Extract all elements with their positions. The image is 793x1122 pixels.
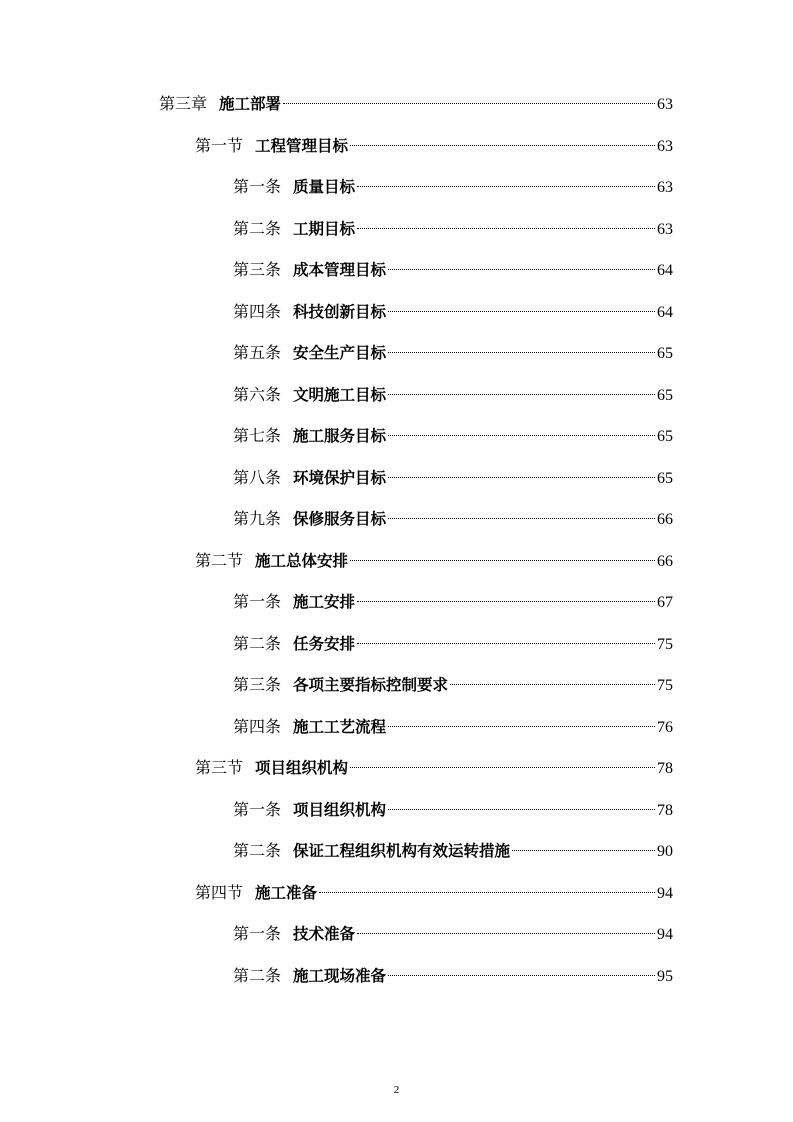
toc-entry-number: 第四条 <box>233 717 282 736</box>
toc-entry-title: 质量目标 <box>293 178 356 196</box>
toc-entry[interactable] <box>195 546 673 576</box>
toc-entry[interactable] <box>233 214 673 244</box>
toc-entry-number: 第九条 <box>233 509 282 528</box>
toc-entry-title: 技术准备 <box>293 925 356 943</box>
dot-leader <box>450 684 655 685</box>
toc-entry-title: 文明施工目标 <box>293 386 387 404</box>
toc-entry-number: 第二条 <box>233 841 282 860</box>
toc-entry-title: 施工准备 <box>255 884 318 902</box>
toc-entry-title: 施工总体安排 <box>255 552 349 570</box>
toc-entry[interactable] <box>233 836 673 866</box>
dot-leader <box>350 560 655 561</box>
toc-entry[interactable] <box>233 795 673 825</box>
dot-leader <box>388 352 655 353</box>
dot-leader <box>388 809 655 810</box>
toc-entry-page: 66 <box>657 553 673 570</box>
toc-entry-number: 第三条 <box>233 260 282 279</box>
toc-entry-number: 第三条 <box>233 675 282 694</box>
toc-entry-page: 65 <box>657 345 673 362</box>
toc-entry[interactable] <box>233 504 673 534</box>
toc-entry[interactable] <box>233 712 673 742</box>
toc-entry-number: 第三节 <box>195 758 244 777</box>
toc-entry[interactable] <box>233 629 673 659</box>
toc-entry-title: 项目组织机构 <box>255 759 349 777</box>
toc-entry-number: 第一节 <box>195 136 244 155</box>
toc-entry-number: 第五条 <box>233 343 282 362</box>
toc-entry-page: 63 <box>657 138 673 155</box>
toc-entry-page: 75 <box>657 636 673 653</box>
toc-entry[interactable] <box>159 89 673 119</box>
toc-entry-page: 75 <box>657 677 673 694</box>
toc-entry-title: 任务安排 <box>293 635 356 653</box>
toc-entry-number: 第一条 <box>233 177 282 196</box>
toc-entry-page: 64 <box>657 262 673 279</box>
dot-leader <box>357 933 655 934</box>
toc-entry-page: 95 <box>657 968 673 985</box>
toc-entry[interactable] <box>233 670 673 700</box>
toc-entry-page: 67 <box>657 594 673 611</box>
dot-leader <box>357 186 655 187</box>
toc-entry-title: 施工工艺流程 <box>293 718 387 736</box>
dot-leader <box>357 601 655 602</box>
toc-entry-title: 各项主要指标控制要求 <box>293 676 449 694</box>
toc-entry-number: 第一条 <box>233 592 282 611</box>
toc-entry[interactable] <box>195 878 673 908</box>
toc-entry[interactable] <box>233 463 673 493</box>
dot-leader <box>357 643 655 644</box>
dot-leader <box>350 767 655 768</box>
dot-leader <box>319 892 655 893</box>
toc-entry[interactable] <box>233 961 673 991</box>
toc-entry-number: 第四条 <box>233 302 282 321</box>
toc-entry-number: 第一条 <box>233 924 282 943</box>
toc-entry[interactable] <box>195 131 673 161</box>
toc-entry[interactable] <box>233 338 673 368</box>
toc-entry-number: 第一条 <box>233 800 282 819</box>
toc-entry-page: 76 <box>657 719 673 736</box>
toc-entry-page: 63 <box>657 96 673 113</box>
toc-entry-title: 施工现场准备 <box>293 967 387 985</box>
toc-entry-number: 第四节 <box>195 883 244 902</box>
dot-leader <box>388 269 655 270</box>
toc-entry-number: 第三章 <box>159 94 208 113</box>
toc-entry-title: 保修服务目标 <box>293 510 387 528</box>
dot-leader <box>388 518 655 519</box>
toc-entry-page: 94 <box>657 885 673 902</box>
toc-entry-number: 第六条 <box>233 385 282 404</box>
toc-entry-title: 保证工程组织机构有效运转措施 <box>293 842 511 860</box>
toc-entry-title: 科技创新目标 <box>293 303 387 321</box>
toc-entry-title: 施工部署 <box>219 95 282 113</box>
toc-entry[interactable] <box>195 753 673 783</box>
toc-entry-title: 工期目标 <box>293 220 356 238</box>
dot-leader <box>388 975 655 976</box>
toc-entry[interactable] <box>233 172 673 202</box>
toc-entry-number: 第二条 <box>233 966 282 985</box>
dot-leader <box>350 145 655 146</box>
toc-entry-page: 66 <box>657 511 673 528</box>
toc-entry[interactable] <box>233 421 673 451</box>
toc-entry-title: 环境保护目标 <box>293 469 387 487</box>
dot-leader <box>388 477 655 478</box>
toc-entry-page: 63 <box>657 179 673 196</box>
toc-entry-page: 63 <box>657 221 673 238</box>
toc-entry-title: 施工服务目标 <box>293 427 387 445</box>
toc-entry-page: 65 <box>657 428 673 445</box>
toc-entry-title: 安全生产目标 <box>293 344 387 362</box>
toc-entry-number: 第二条 <box>233 634 282 653</box>
toc-entry-number: 第二条 <box>233 219 282 238</box>
toc-entry-title: 成本管理目标 <box>293 261 387 279</box>
toc-entry-title: 施工安排 <box>293 593 356 611</box>
dot-leader <box>512 850 655 851</box>
toc-entry[interactable] <box>233 587 673 617</box>
toc-entry-page: 78 <box>657 760 673 777</box>
toc-entry-title: 工程管理目标 <box>255 137 349 155</box>
toc-entry[interactable] <box>233 297 673 327</box>
dot-leader <box>357 228 655 229</box>
toc-entry-number: 第七条 <box>233 426 282 445</box>
toc-entry-page: 65 <box>657 387 673 404</box>
dot-leader <box>388 394 655 395</box>
toc-entry-page: 90 <box>657 843 673 860</box>
toc-entry-number: 第八条 <box>233 468 282 487</box>
dot-leader <box>283 103 655 104</box>
toc-entry-title: 项目组织机构 <box>293 801 387 819</box>
dot-leader <box>388 311 655 312</box>
toc-entry-page: 94 <box>657 926 673 943</box>
toc-entry-page: 65 <box>657 470 673 487</box>
toc-entry[interactable] <box>233 380 673 410</box>
toc-entry-page: 78 <box>657 802 673 819</box>
toc-entry[interactable] <box>233 919 673 949</box>
toc-entry-number: 第二节 <box>195 551 244 570</box>
toc-entry[interactable] <box>233 255 673 285</box>
dot-leader <box>388 435 655 436</box>
dot-leader <box>388 726 655 727</box>
toc-entry-page: 64 <box>657 304 673 321</box>
page-number: 2 <box>393 1084 400 1096</box>
